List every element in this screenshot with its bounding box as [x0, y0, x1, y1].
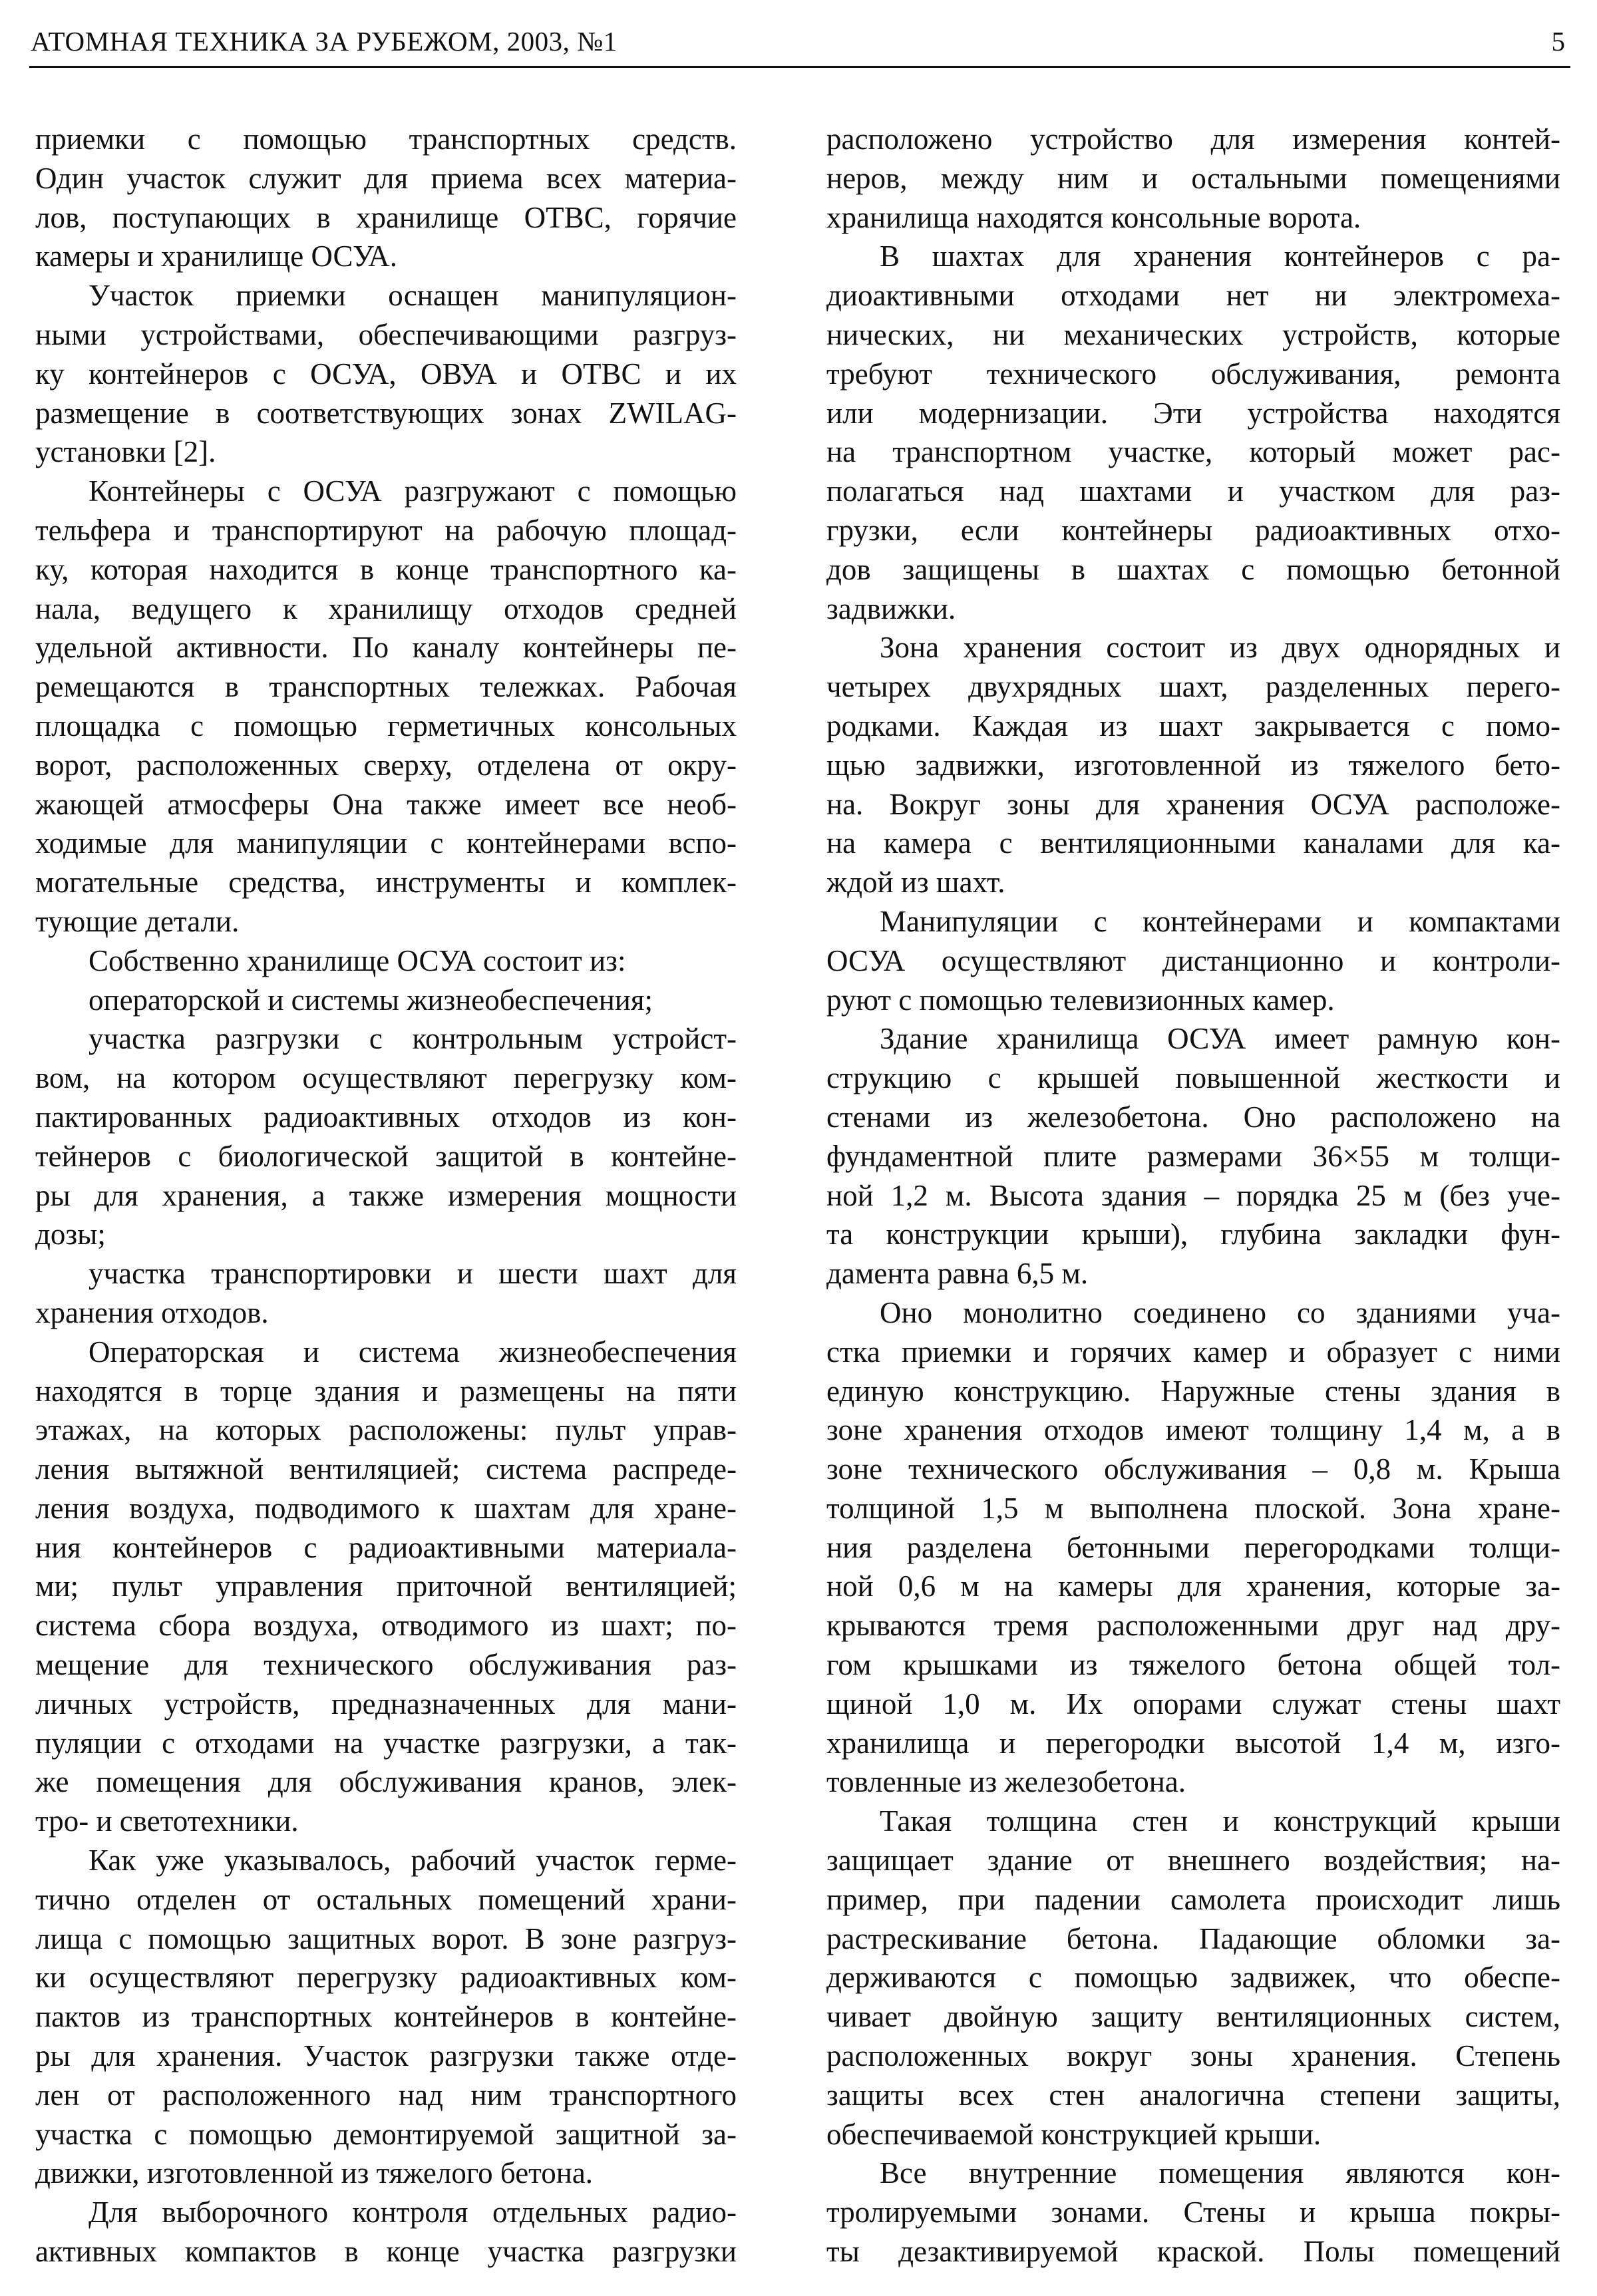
- text-line: Операторская и система жизнеобеспечения: [89, 1335, 737, 1369]
- text-line: приемки с помощью транспортных средств.: [35, 122, 737, 156]
- text-line: удельной активности. По каналу контейнеры пе-: [35, 631, 737, 665]
- paragraph: [35, 1333, 737, 1841]
- text-line: могательные средства, инструменты и комплек-: [35, 866, 737, 900]
- text-line: тующие детали.: [35, 904, 240, 938]
- paragraph: [826, 1802, 1560, 2154]
- text-line: диоактивными отходами нет ни электромеха-: [826, 279, 1560, 313]
- paragraph: [35, 1019, 737, 1254]
- text-line: ходимые для манипуляции с контейнерами вспо-: [35, 826, 737, 860]
- text-line: толщиной 1,5 м выполнена плоской. Зона хране-: [826, 1491, 1560, 1525]
- text-line: тролируемыми зонами. Стены и крыша покры-: [826, 2196, 1560, 2229]
- text-line: задвижки.: [826, 591, 956, 625]
- text-line: этажах, на которых расположены: пульт управ-: [35, 1413, 737, 1447]
- text-line: ремещаются в транспортных тележках. Рабочая: [35, 670, 737, 704]
- text-line: Контейнеры с ОСУА разгружают с помощью: [89, 474, 737, 508]
- text-line: ры для хранения. Участок разгрузки также отде-: [35, 2039, 737, 2073]
- paragraph: [826, 902, 1560, 1019]
- text-line: единую конструкцию. Наружные стены здания в: [826, 1374, 1560, 1408]
- text-line: ными устройствами, обеспечивающими разгруз-: [35, 317, 737, 351]
- paragraph: [826, 1019, 1560, 1293]
- text-line: площадка с помощью герметичных консольных: [35, 709, 737, 742]
- text-line: пактов из транспортных контейнеров в контейне-: [35, 2000, 737, 2034]
- running-header: [31, 20, 1565, 63]
- text-line: защищает здание от внешнего воздействия; на-: [826, 1844, 1560, 1878]
- text-line: участка разгрузки с контрольным устройст-: [89, 1022, 737, 1056]
- text-line: фундаментной плите размерами 36×55 м толщи-: [826, 1139, 1560, 1173]
- text-line: активных компактов в конце участка разгрузки: [35, 2235, 737, 2269]
- text-line: ры для хранения, а также измерения мощности: [35, 1178, 737, 1212]
- text-line: тично отделен от остальных помещений храни-: [35, 1882, 737, 1916]
- text-line: Собственно хранилище ОСУА состоит из:: [89, 943, 626, 977]
- text-line: В шахтах для хранения контейнеров с ра-: [880, 240, 1560, 273]
- text-line: пактированных радиоактивных отходов из кон-: [35, 1100, 737, 1134]
- text-line: система сбора воздуха, отводимого из шахт; по-: [35, 1609, 737, 1643]
- text-line: Один участок служит для приема всех материа-: [35, 161, 737, 195]
- text-line: стка приемки и горячих камер и образует с ними: [826, 1335, 1560, 1369]
- paragraph: [35, 120, 737, 276]
- text-line: расположено устройство для измерения контей-: [826, 122, 1560, 156]
- text-line: тро- и светотехники.: [35, 1804, 299, 1838]
- text-line: нала, ведущего к хранилищу отходов средней: [35, 591, 737, 625]
- text-line: Участок приемки оснащен манипуляцион-: [89, 279, 737, 313]
- paragraph: [35, 472, 737, 941]
- text-line: ОСУА осуществляют дистанционно и контроли-: [826, 943, 1560, 977]
- text-line: защиты всех стен аналогична степени защиты,: [826, 2078, 1560, 2112]
- text-line: дамента равна 6,5 м.: [826, 1257, 1089, 1291]
- text-line: же помещения для обслуживания кранов, элек-: [35, 1765, 737, 1799]
- text-line: ния разделена бетонными перегородками толщи-: [826, 1530, 1560, 1564]
- text-line: Как уже указывалось, рабочий участок герме-: [89, 1844, 737, 1878]
- text-line: щью задвижки, изготовленной из тяжелого бето-: [826, 748, 1560, 782]
- text-line: стенами из железобетона. Оно расположено на: [826, 1100, 1560, 1134]
- text-line: лен от расположенного над ним транспортного: [35, 2078, 737, 2112]
- text-line: ку, которая находится в конце транспортного ка-: [35, 552, 737, 586]
- text-line: Здание хранилища ОСУА имеет рамную кон-: [880, 1022, 1560, 1056]
- text-line: Оно монолитно соединено со зданиями уча-: [880, 1295, 1560, 1329]
- journal-title: АТОМНАЯ ТЕХНИКА ЗА РУБЕЖОМ, 2003, №1: [31, 26, 618, 57]
- text-line: Для выборочного контроля отдельных радио-: [89, 2196, 737, 2229]
- text-line: нических, ни механических устройств, которые: [826, 317, 1560, 351]
- text-line: руют с помощью телевизионных камер.: [826, 983, 1335, 1017]
- text-line: пуляции с отходами на участке разгрузки, а так-: [35, 1726, 737, 1760]
- text-line: растрескивание бетона. Падающие обломки за-: [826, 1921, 1560, 1955]
- paragraph: [826, 1293, 1560, 1802]
- paragraph: [826, 2154, 1560, 2271]
- text-line: гом крышками из тяжелого бетона общей тол-: [826, 1648, 1560, 1682]
- text-line: хранилища находятся консольные ворота.: [826, 200, 1361, 234]
- text-line: установки [2].: [35, 435, 216, 469]
- text-line: на транспортном участке, который может рас-: [826, 435, 1560, 469]
- text-line: зоне хранения отходов имеют толщину 1,4 м, а в: [826, 1413, 1560, 1447]
- text-line: тейнеров с биологической защитой в контейне-: [35, 1139, 737, 1173]
- text-line: лов, поступающих в хранилище ОТВС, горячие: [35, 200, 737, 234]
- paragraph: [35, 1254, 737, 1333]
- text-line: вом, на котором осуществляют перегрузку ком-: [35, 1061, 737, 1095]
- text-line: полагаться над шахтами и участком для раз-: [826, 474, 1560, 508]
- paragraph: [35, 276, 737, 472]
- text-line: мещение для технического обслуживания раз-: [35, 1648, 737, 1682]
- text-line: ния контейнеров с радиоактивными материала-: [35, 1530, 737, 1564]
- text-line: ления вытяжной вентиляцией; система распреде-: [35, 1452, 737, 1486]
- text-line: требуют технического обслуживания, ремонта: [826, 357, 1560, 391]
- text-line: ку контейнеров с ОСУА, ОВУА и ОТВС и их: [35, 357, 737, 391]
- text-line: ки осуществляют перегрузку радиоактивных ком-: [35, 1961, 737, 1995]
- text-line: участка с помощью демонтируемой защитной за-: [35, 2117, 737, 2151]
- text-line: находятся в торце здания и размещены на пяти: [35, 1374, 737, 1408]
- text-line: ворот, расположенных сверху, отделена от окру-: [35, 748, 737, 782]
- text-line: камеры и хранилище ОСУА.: [35, 240, 397, 273]
- text-line: обеспечиваемой конструкцией крыши.: [826, 2117, 1322, 2151]
- text-line: крываются тремя расположенными друг над дру-: [826, 1609, 1560, 1643]
- text-line: размещение в соответствующих зонах ZWILAG-: [35, 396, 737, 430]
- text-line: движки, изготовленной из тяжелого бетона.: [35, 2156, 594, 2190]
- text-line: ждой из шахт.: [826, 866, 1005, 900]
- text-line: четырех двухрядных шахт, разделенных перего-: [826, 670, 1560, 704]
- paragraph: [826, 628, 1560, 902]
- page-number: 5: [1551, 26, 1565, 57]
- text-line: Такая толщина стен и конструкций крыши: [880, 1804, 1560, 1838]
- text-line: тельфера и транспортируют на рабочую площад-: [35, 513, 737, 547]
- text-line: Манипуляции с контейнерами и компактами: [880, 904, 1560, 938]
- text-line: операторской и системы жизнеобеспечения;: [89, 983, 653, 1017]
- text-line: ления воздуха, подводимого к шахтам для хране-: [35, 1491, 737, 1525]
- text-line: струкцию с крышей повышенной жесткости и: [826, 1061, 1560, 1095]
- text-line: Зона хранения состоит из двух однорядных и: [880, 631, 1560, 665]
- text-line: или модернизации. Эти устройства находятся: [826, 396, 1560, 430]
- paragraph: [826, 237, 1560, 628]
- text-line: дозы;: [35, 1218, 106, 1251]
- text-line: хранилища и перегородки высотой 1,4 м, изго-: [826, 1726, 1560, 1760]
- paragraph: [35, 1841, 737, 2193]
- text-line: товленные из железобетона.: [826, 1765, 1186, 1799]
- header-rule: [29, 66, 1570, 68]
- text-line: личных устройств, предназначенных для мани-: [35, 1687, 737, 1721]
- paragraph: [35, 2193, 737, 2271]
- text-line: расположенных вокруг зоны хранения. Степень: [826, 2039, 1560, 2073]
- text-line: на камера с вентиляционными каналами для ка-: [826, 826, 1560, 860]
- text-line: жающей атмосферы Она также имеет все необ-: [35, 787, 737, 821]
- text-line: щиной 1,0 м. Их опорами служат стены шахт: [826, 1687, 1560, 1721]
- text-line: ты дезактивируемой краской. Полы помещений: [826, 2235, 1560, 2269]
- text-line: ной 1,2 м. Высота здания – порядка 25 м (без уче-: [826, 1178, 1560, 1212]
- text-line: родками. Каждая из шахт закрывается с помо-: [826, 709, 1560, 742]
- text-line: пример, при падении самолета происходит лишь: [826, 1882, 1560, 1916]
- text-line: неров, между ним и остальными помещениями: [826, 161, 1560, 195]
- text-column-left: [35, 120, 737, 2271]
- paragraph: [35, 981, 737, 1020]
- paragraph: [826, 120, 1560, 237]
- text-line: та конструкции крыши), глубина закладки фун-: [826, 1218, 1560, 1251]
- text-line: на. Вокруг зоны для хранения ОСУА расположе-: [826, 787, 1560, 821]
- text-line: ной 0,6 м на камеры для хранения, которые за-: [826, 1569, 1560, 1603]
- text-line: дов защищены в шахтах с помощью бетонной: [826, 552, 1560, 586]
- text-line: Все внутренние помещения являются кон-: [880, 2156, 1560, 2190]
- text-line: грузки, если контейнеры радиоактивных отхо-: [826, 513, 1560, 547]
- paragraph: [35, 941, 737, 981]
- text-line: зоне технического обслуживания – 0,8 м. Крыша: [826, 1452, 1560, 1486]
- text-line: ми; пульт управления приточной вентиляцией;: [35, 1569, 737, 1603]
- text-line: держиваются с помощью задвижек, что обеспе-: [826, 1961, 1560, 1995]
- text-line: хранения отходов.: [35, 1295, 269, 1329]
- text-column-right: [826, 120, 1560, 2271]
- text-line: участка транспортировки и шести шахт для: [89, 1257, 737, 1291]
- text-line: чивает двойную защиту вентиляционных систем,: [826, 2000, 1560, 2034]
- text-line: лища с помощью защитных ворот. В зоне разгруз-: [35, 1921, 737, 1955]
